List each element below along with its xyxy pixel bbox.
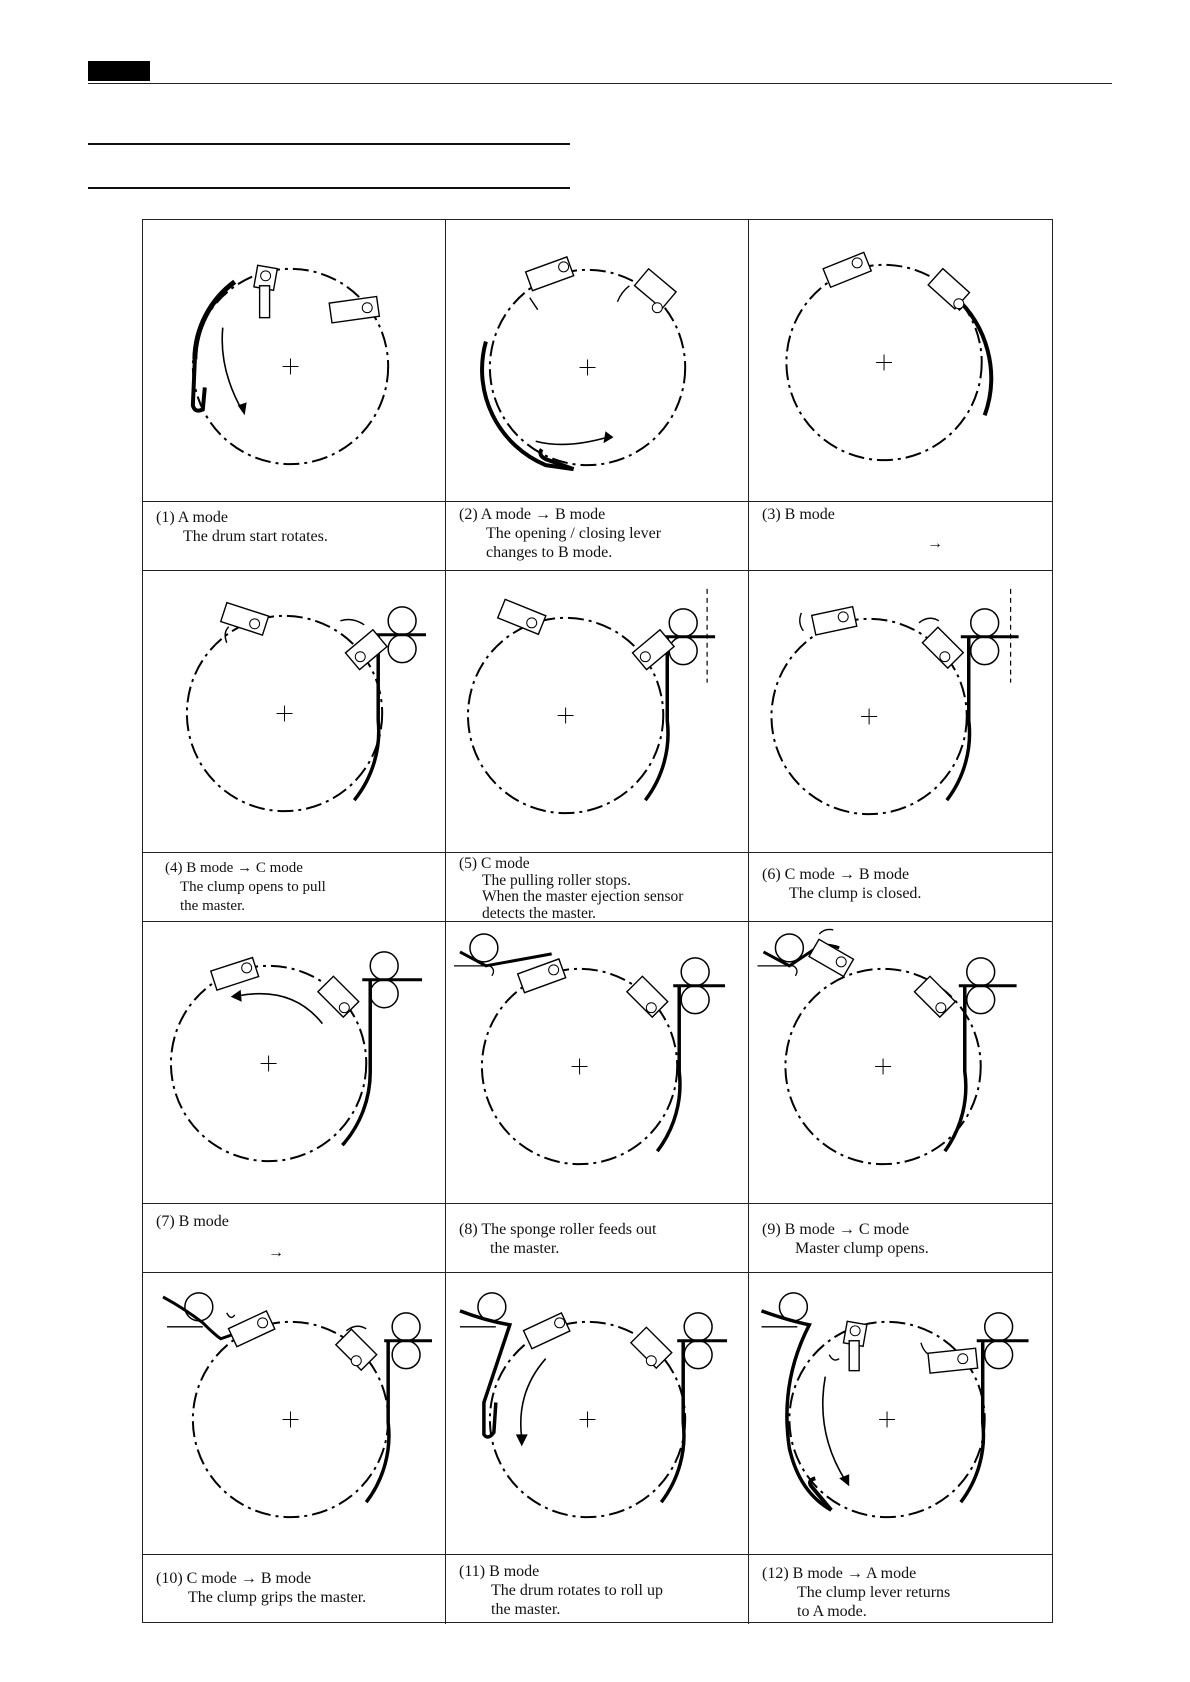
caption-title: (3) B mode [762,506,835,523]
caption-title: (5) C mode [459,855,530,872]
caption-title: (11) B mode [459,1563,540,1580]
panel-grid [143,220,1052,1624]
caption-line: The clump grips the master. [188,1589,367,1606]
caption-title: (2) A mode → B mode [459,506,606,523]
caption-line: → [927,535,943,552]
caption-line: Master clump opens. [795,1240,929,1257]
figure-4 [143,571,446,853]
figure-7-svg [143,922,445,1203]
caption-line: the master. [491,1601,561,1618]
clump-operation-sheet [142,219,1053,1623]
caption-line: the master. [180,898,245,914]
caption-line: When the master ejection sensor [482,888,684,905]
figure-3-svg [749,220,1052,501]
figure-6 [749,571,1052,853]
caption-line: to A mode. [797,1603,867,1620]
figure-3 [749,220,1052,502]
caption-line: The drum start rotates. [183,528,328,545]
header-rule [88,83,1112,84]
figure-10 [143,1273,446,1555]
caption-2 [446,502,749,571]
caption-8 [446,1204,749,1273]
figure-2 [446,220,749,502]
caption-title: (10) C mode → B mode [156,1570,312,1587]
figure-9-svg [749,922,1052,1203]
caption-5 [446,853,749,922]
caption-line: the master. [490,1240,560,1257]
figure-1-svg [143,220,445,501]
caption-line: The opening / closing lever [486,525,662,542]
caption-line: detects the master. [482,904,597,922]
figure-11-svg [446,1273,748,1554]
figure-5-svg [446,571,748,852]
figure-11 [446,1273,749,1555]
caption-title: (1) A mode [156,509,228,526]
caption-line: changes to B mode. [486,544,613,561]
caption-7 [143,1204,446,1273]
caption-line: The clump is closed. [789,885,922,902]
figure-10-svg [143,1273,445,1554]
caption-10 [143,1555,446,1624]
title-rule-top [88,143,570,145]
figure-12 [749,1273,1052,1555]
caption-title: (12) B mode → A mode [762,1565,917,1582]
caption-title: (6) C mode → B mode [762,866,910,883]
caption-title: (8) The sponge roller feeds out [459,1221,657,1238]
figure-7 [143,922,446,1204]
caption-title: (4) B mode → C mode [165,860,303,876]
caption-11 [446,1555,749,1624]
caption-1 [143,502,446,571]
figure-6-svg [749,571,1052,852]
caption-line: The drum rotates to roll up [491,1582,663,1599]
figure-8 [446,922,749,1204]
caption-4 [143,853,446,922]
header-block [88,61,150,81]
caption-line: The clump lever returns [797,1584,951,1601]
caption-line: → [268,1244,284,1261]
caption-title: (9) B mode → C mode [762,1221,910,1238]
figure-1 [143,220,446,502]
caption-line: The pulling roller stops. [482,871,631,889]
figure-4-svg [143,571,445,852]
caption-title: (7) B mode [156,1213,229,1230]
caption-3 [749,502,1052,571]
caption-line: The clump opens to pull [180,879,326,895]
figure-5 [446,571,749,853]
caption-6 [749,853,1052,922]
caption-9 [749,1204,1052,1273]
caption-12 [749,1555,1052,1624]
title-rule-bottom [88,187,570,189]
figure-12-svg [749,1273,1052,1554]
figure-8-svg [446,922,748,1203]
figure-9 [749,922,1052,1204]
figure-2-svg [446,220,748,501]
